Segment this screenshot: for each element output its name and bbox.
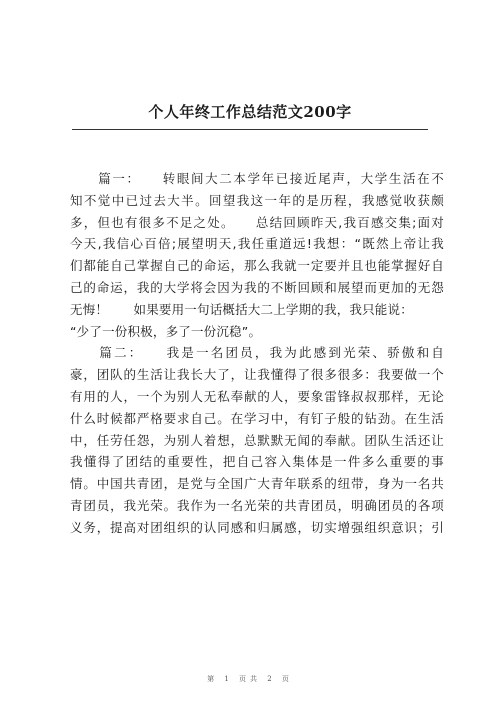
body-line: 们都能自己掌握自己的命运，那么我就一定要并且也能掌握好自 xyxy=(70,258,444,274)
document-body xyxy=(70,168,444,539)
body-line: 豪，团队的生活让我长大了，让我懂得了很多很多：我要做一个 xyxy=(70,367,444,383)
body-line: 义务，提高对团组织的认同感和归属感，切实增强组织意识；引 xyxy=(70,519,444,535)
body-line: “少了一份积极，多了一份沉稳”。 xyxy=(70,323,262,339)
body-line: 篇二： 我是一名团员，我为此感到光荣、骄傲和自 xyxy=(70,345,444,361)
body-line: 我懂得了团结的重要性，把自己容入集体是一件多么重要的事 xyxy=(70,454,444,470)
body-line: 知不觉中已过去大半。回望我这一年的是历程，我感觉收获颇 xyxy=(70,192,444,208)
title-divider xyxy=(72,129,428,130)
body-line: 多，但也有很多不足之处。 总结回顾昨天,我百感交集;面对 xyxy=(70,214,444,230)
body-line: 什么时候都严格要求自己。在学习中，有钉子般的钻劲。在生活 xyxy=(70,410,444,426)
document-title: 个人年终工作总结范文200字 xyxy=(148,103,352,121)
body-line: 情。中国共青团，是党与全国广大青年联系的纽带，身为一名共 xyxy=(70,476,444,492)
page-footer: 第 1 页共 2 页 xyxy=(207,675,293,683)
body-line: 青团员，我光荣。我作为一名光荣的共青团员，明确团员的各项 xyxy=(70,497,444,513)
body-line: 今天,我信心百倍;展望明天,我任重道远!我想：“既然上帝让我 xyxy=(70,236,444,252)
body-line: 中，任劳任怨，为别人着想，总默默无闻的奉献。团队生活还让 xyxy=(70,432,444,448)
body-line: 篇一： 转眼间大二本学年已接近尾声，大学生活在不 xyxy=(70,171,444,186)
body-line: 无悔！ 如果要用一句话概括大二上学期的我，我只能说： xyxy=(70,301,413,317)
body-line: 有用的人，一个为别人无私奉献的人，要象雷锋叔叔那样，无论 xyxy=(70,388,444,404)
body-line: 己的命运，我的大学将会因为我的不断回顾和展望而更加的无怨 xyxy=(70,279,444,295)
